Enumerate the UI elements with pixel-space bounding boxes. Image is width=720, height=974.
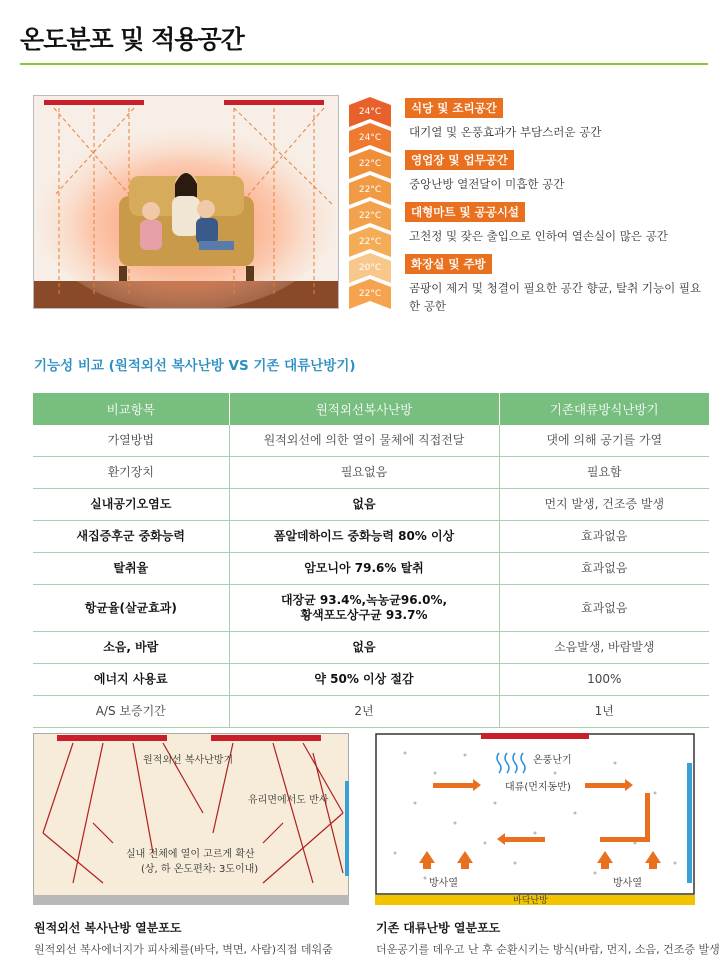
space-item [405,253,705,313]
table-row [33,696,709,728]
comparison-table [33,393,709,728]
table-row [33,457,709,489]
row-convection: 1년 [499,696,709,728]
space-item [405,201,705,253]
row-label: 에너지 사용료 [33,664,229,696]
space-desc: 대기열 및 온풍효과가 부담스러운 공간 [409,125,602,139]
row-convection: 효과없음 [499,521,709,553]
space-tag: 영업장 및 업무공간 [405,150,514,170]
temperature-chevron [349,149,391,175]
temperature-chevron [349,227,391,253]
row-radiant: 필요없음 [229,457,499,489]
header-radiant: 원적외선복사난방 [229,393,499,425]
left-caption-desc: 원적외선 복사에너지가 피사체를(바닥, 벽면, 사람)직접 데워줌 [34,943,333,956]
center-label-2: (상, 하 온도편차: 3도이내) [141,864,259,875]
temperature-label: 22°C [358,237,382,247]
row-radiant: 암모니아 79.6% 탈취 [229,553,499,585]
temperature-label: 24°C [358,107,382,117]
row-convection: 효과없음 [499,553,709,585]
table-row [33,553,709,585]
temperature-chevron [349,279,391,305]
radiant-label-right: 방사열 [613,878,642,889]
heater-label: 온풍난기 [533,755,572,766]
table-row [33,585,709,632]
table-header-row [33,393,709,425]
space-item [405,149,705,201]
temperature-chevron [349,97,391,123]
space-desc: 고천정 및 잦은 출입으로 인하여 열손실이 많은 공간 [409,229,668,243]
row-convection: 소음발생, 바람발생 [499,632,709,664]
temperature-chevron [349,253,391,279]
space-desc: 곰팡이 제거 및 청결이 필요한 공간 향균, 탈취 기능이 필요한 공한 [409,281,702,313]
left-caption-title: 원적외선 복사난방 열분포도 [34,921,182,935]
row-label: 소음, 바람 [33,632,229,664]
comparison-title: 기능성 비교 (원적외선 복사난방 VS 기존 대류난방기) [34,358,356,374]
center-label-1: 실내 전체에 열이 고르게 확산 [126,849,255,860]
row-radiant [229,585,499,632]
temperature-label: 22°C [358,159,382,169]
application-spaces [405,97,705,313]
row-radiant-line1: 대장균 93.4%,녹농균96.0%, [280,593,448,607]
convection-label: 대류(먼지동반) [505,782,571,793]
row-convection: 먼지 발생, 건조증 발생 [499,489,709,521]
radiant-heat-diagram [33,733,349,905]
temperature-chevron [349,201,391,227]
right-caption-desc: 더운공기를 데우고 난 후 순환시키는 방식(바람, 먼지, 소음, 건조증 발생 [376,943,720,956]
table-row [33,489,709,521]
row-label: 실내공기오염도 [33,489,229,521]
row-radiant-line2: 황색포도상구균 93.7% [300,608,428,622]
row-radiant: 폼알데하이드 중화능력 80% 이상 [229,521,499,553]
row-label: 탈취율 [33,553,229,585]
space-tag: 화장실 및 주방 [405,254,492,274]
header-item: 비교항목 [33,393,229,425]
space-tag: 식당 및 조리공간 [405,98,503,118]
page-title: 온도분포 및 적용공간 [20,25,244,54]
row-convection: 필요함 [499,457,709,489]
convection-heat-diagram [375,733,695,905]
temperature-label: 20°C [358,263,382,273]
table-row [33,425,709,457]
row-radiant: 원적외선에 의한 열이 물체에 직접전달 [229,425,499,457]
row-label: 가열방법 [33,425,229,457]
row-radiant: 2년 [229,696,499,728]
temperature-chevron [349,123,391,149]
row-convection: 댓에 의해 공기를 가열 [499,425,709,457]
heater-label: 원적외선 복사난방기 [143,755,234,766]
row-label: A/S 보증기간 [33,696,229,728]
right-caption-title: 기존 대류난방 열분포도 [376,921,501,935]
table-row [33,521,709,553]
temperature-label: 22°C [358,185,382,195]
glass-label: 유리면에서도 반사 [248,795,329,806]
header-convection: 기존대류방식난방기 [499,393,709,425]
family-sofa-photo [33,95,339,309]
temperature-label: 22°C [358,289,382,299]
space-item [405,97,705,149]
row-label: 새집증후군 중화능력 [33,521,229,553]
row-convection: 100% [499,664,709,696]
row-radiant: 없음 [229,489,499,521]
radiant-label-left: 방사열 [429,878,458,889]
temperature-scale [349,97,391,305]
row-radiant: 없음 [229,632,499,664]
temperature-chevron [349,175,391,201]
space-tag: 대형마트 및 공공시설 [405,202,525,222]
floor-heating-label: 바닥난방 [513,896,548,905]
table-row [33,632,709,664]
table-row [33,664,709,696]
row-convection: 효과없음 [499,585,709,632]
title-divider [20,63,708,65]
row-label: 환기장치 [33,457,229,489]
row-radiant: 약 50% 이상 절감 [229,664,499,696]
temperature-label: 24°C [358,133,382,143]
temperature-label: 22°C [358,211,382,221]
row-label: 항균율(살균효과) [33,585,229,632]
space-desc: 중앙난방 열전달이 미흡한 공간 [409,177,565,191]
